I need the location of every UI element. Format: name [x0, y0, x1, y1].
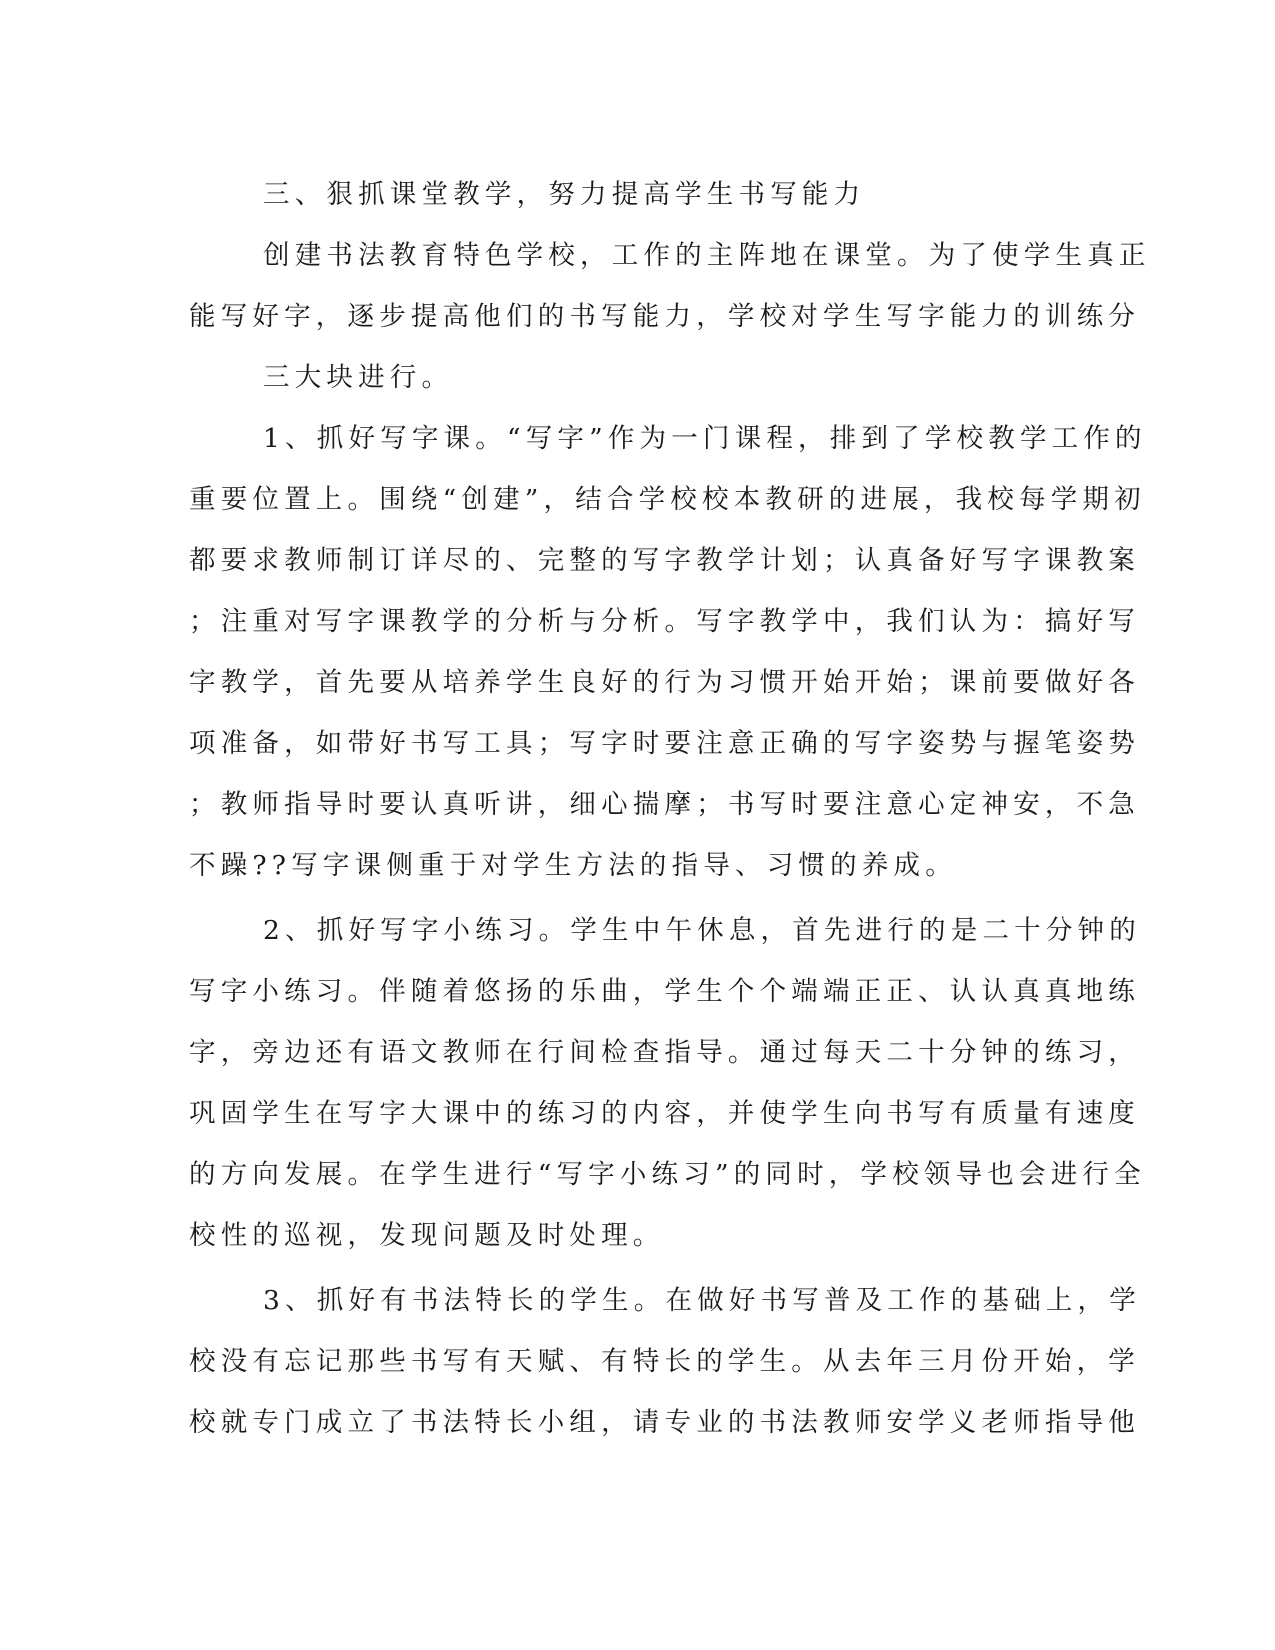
paragraph-line: 都要求教师制订详尽的、完整的写字教学计划；认真备好写字课教案 [189, 545, 1140, 576]
paragraph-line: 巩固学生在写字大课中的练习的内容，并使学生向书写有质量有速度 [189, 1098, 1140, 1129]
paragraph-line: ；教师指导时要认真听讲，细心揣摩；书写时要注意心定神安，不急 [189, 789, 1140, 820]
section-heading: 三、狠抓课堂教学，努力提高学生书写能力 [263, 179, 866, 210]
paragraph-line: 项准备，如带好书写工具；写字时要注意正确的写字姿势与握笔姿势 [189, 728, 1140, 759]
paragraph-line: 字教学，首先要从培养学生良好的行为习惯开始开始；课前要做好各 [189, 667, 1140, 698]
paragraph-line: 写字小练习。伴随着悠扬的乐曲，学生个个端端正正、认认真真地练 [189, 976, 1140, 1007]
item-1-paragraph [189, 408, 1147, 896]
paragraph-line: 2、抓好写字小练习。学生中午休息，首先进行的是二十分钟的 [263, 915, 1141, 946]
paragraph-line: 三大块进行。 [263, 362, 454, 393]
paragraph-line: ；注重对写字课教学的分析与分析。写字教学中，我们认为：搞好写 [189, 606, 1140, 637]
item-3-paragraph [189, 1270, 1141, 1453]
intro-paragraph [189, 225, 1151, 408]
document-body [189, 164, 1151, 1453]
paragraph-line: 重要位置上。围绕“创建”，结合学校校本教研的进展，我校每学期初 [189, 484, 1146, 515]
paragraph-line: 校没有忘记那些书写有天赋、有特长的学生。从去年三月份开始，学 [189, 1346, 1140, 1377]
paragraph-line: 创建书法教育特色学校，工作的主阵地在课堂。为了使学生真正 [263, 240, 1151, 271]
item-2-paragraph [189, 900, 1146, 1266]
paragraph-line: 不躁??写字课侧重于对学生方法的指导、习惯的养成。 [189, 850, 957, 881]
paragraph-line: 3、抓好有书法特长的学生。在做好书写普及工作的基础上，学 [263, 1285, 1141, 1316]
paragraph-line: 的方向发展。在学生进行“写字小练习”的同时，学校领导也会进行全 [189, 1159, 1146, 1190]
paragraph-line: 校就专门成立了书法特长小组，请专业的书法教师安学义老师指导他 [189, 1407, 1140, 1438]
paragraph-line: 字，旁边还有语文教师在行间检查指导。通过每天二十分钟的练习， [189, 1037, 1140, 1068]
paragraph-line: 校性的巡视，发现问题及时处理。 [189, 1220, 665, 1251]
paragraph-line: 能写好字，逐步提高他们的书写能力，学校对学生写字能力的训练分 [189, 301, 1140, 332]
paragraph-line: 1、抓好写字课。“写字”作为一门课程，排到了学校教学工作的 [263, 423, 1147, 454]
